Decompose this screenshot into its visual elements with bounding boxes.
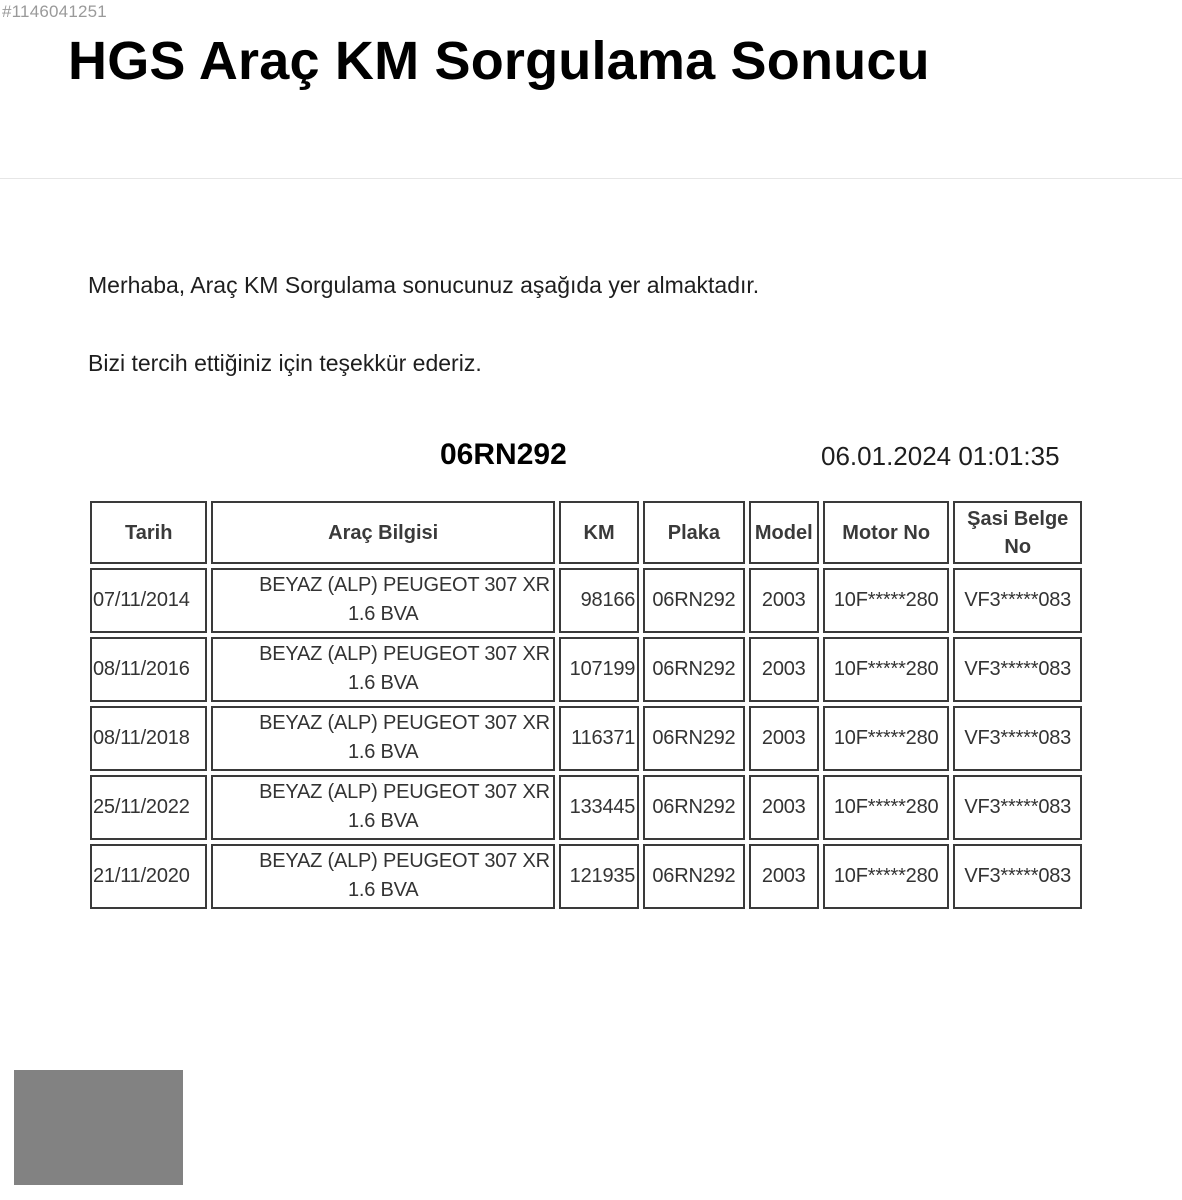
cell-engine-no: 10F*****280 <box>823 775 950 840</box>
cell-chassis-no: VF3*****083 <box>953 568 1082 633</box>
cell-engine-no: 10F*****280 <box>823 568 950 633</box>
cell-vehicle-info <box>211 844 554 909</box>
cell-km: 121935 <box>559 844 639 909</box>
cell-vehicle-info <box>211 706 554 771</box>
cell-plate: 06RN292 <box>643 568 744 633</box>
cell-chassis-no: VF3*****083 <box>953 775 1082 840</box>
cell-chassis-no: VF3*****083 <box>953 637 1082 702</box>
table-row <box>90 775 1082 840</box>
cell-date: 07/11/2014 <box>90 568 207 633</box>
cell-vehicle-info <box>211 568 554 633</box>
header-model: Model <box>749 501 819 564</box>
vehicle-info-line1: BEYAZ (ALP) PEUGEOT 307 XR <box>259 574 550 596</box>
cell-engine-no: 10F*****280 <box>823 706 950 771</box>
header-vehicle-info: Araç Bilgisi <box>211 501 554 564</box>
vehicle-info-line1: BEYAZ (ALP) PEUGEOT 307 XR <box>259 712 550 734</box>
cell-date: 08/11/2018 <box>90 706 207 771</box>
cell-plate: 06RN292 <box>643 775 744 840</box>
table-header-row <box>90 501 1082 564</box>
cell-plate: 06RN292 <box>643 706 744 771</box>
cell-date: 08/11/2016 <box>90 637 207 702</box>
km-results-table <box>86 497 1086 913</box>
header-chassis-no: Şasi Belge No <box>953 501 1082 564</box>
cell-plate: 06RN292 <box>643 844 744 909</box>
vehicle-info-line1: BEYAZ (ALP) PEUGEOT 307 XR <box>259 850 550 872</box>
cell-km: 116371 <box>559 706 639 771</box>
listing-id: #1146041251 <box>2 2 107 21</box>
vehicle-info-line2: 1.6 BVA <box>347 879 419 901</box>
header-plate: Plaka <box>643 501 744 564</box>
header-engine-no: Motor No <box>823 501 950 564</box>
vehicle-info-line2: 1.6 BVA <box>347 741 419 763</box>
cell-model: 2003 <box>749 775 819 840</box>
cell-km: 133445 <box>559 775 639 840</box>
table-row <box>90 637 1082 702</box>
cell-km: 98166 <box>559 568 639 633</box>
cell-model: 2003 <box>749 568 819 633</box>
query-datetime: 06.01.2024 01:01:35 <box>821 441 1060 471</box>
header-km: KM <box>559 501 639 564</box>
cell-date: 21/11/2020 <box>90 844 207 909</box>
cell-vehicle-info <box>211 775 554 840</box>
greeting-message: Merhaba, Araç KM Sorgulama sonucunuz aşağıda yer almaktadır. <box>88 272 760 298</box>
vehicle-info-line2: 1.6 BVA <box>347 672 419 694</box>
plate-heading: 06RN292 <box>440 438 567 471</box>
cell-vehicle-info <box>211 637 554 702</box>
cell-km: 107199 <box>559 637 639 702</box>
table-row <box>90 706 1082 771</box>
page-title: HGS Araç KM Sorgulama Sonucu <box>68 31 930 91</box>
cell-model: 2003 <box>749 637 819 702</box>
redaction-box <box>14 1070 183 1185</box>
header-date: Tarih <box>90 501 207 564</box>
cell-chassis-no: VF3*****083 <box>953 844 1082 909</box>
cell-model: 2003 <box>749 706 819 771</box>
vehicle-info-line1: BEYAZ (ALP) PEUGEOT 307 XR <box>259 781 550 803</box>
vehicle-info-line1: BEYAZ (ALP) PEUGEOT 307 XR <box>259 643 550 665</box>
cell-plate: 06RN292 <box>643 637 744 702</box>
cell-date: 25/11/2022 <box>90 775 207 840</box>
thanks-message: Bizi tercih ettiğiniz için teşekkür ederiz. <box>88 350 482 376</box>
table-row <box>90 568 1082 633</box>
cell-chassis-no: VF3*****083 <box>953 706 1082 771</box>
header-divider <box>0 178 1182 179</box>
vehicle-info-line2: 1.6 BVA <box>347 810 419 832</box>
cell-model: 2003 <box>749 844 819 909</box>
cell-engine-no: 10F*****280 <box>823 637 950 702</box>
cell-engine-no: 10F*****280 <box>823 844 950 909</box>
table-row <box>90 844 1082 909</box>
vehicle-info-line2: 1.6 BVA <box>347 603 419 625</box>
